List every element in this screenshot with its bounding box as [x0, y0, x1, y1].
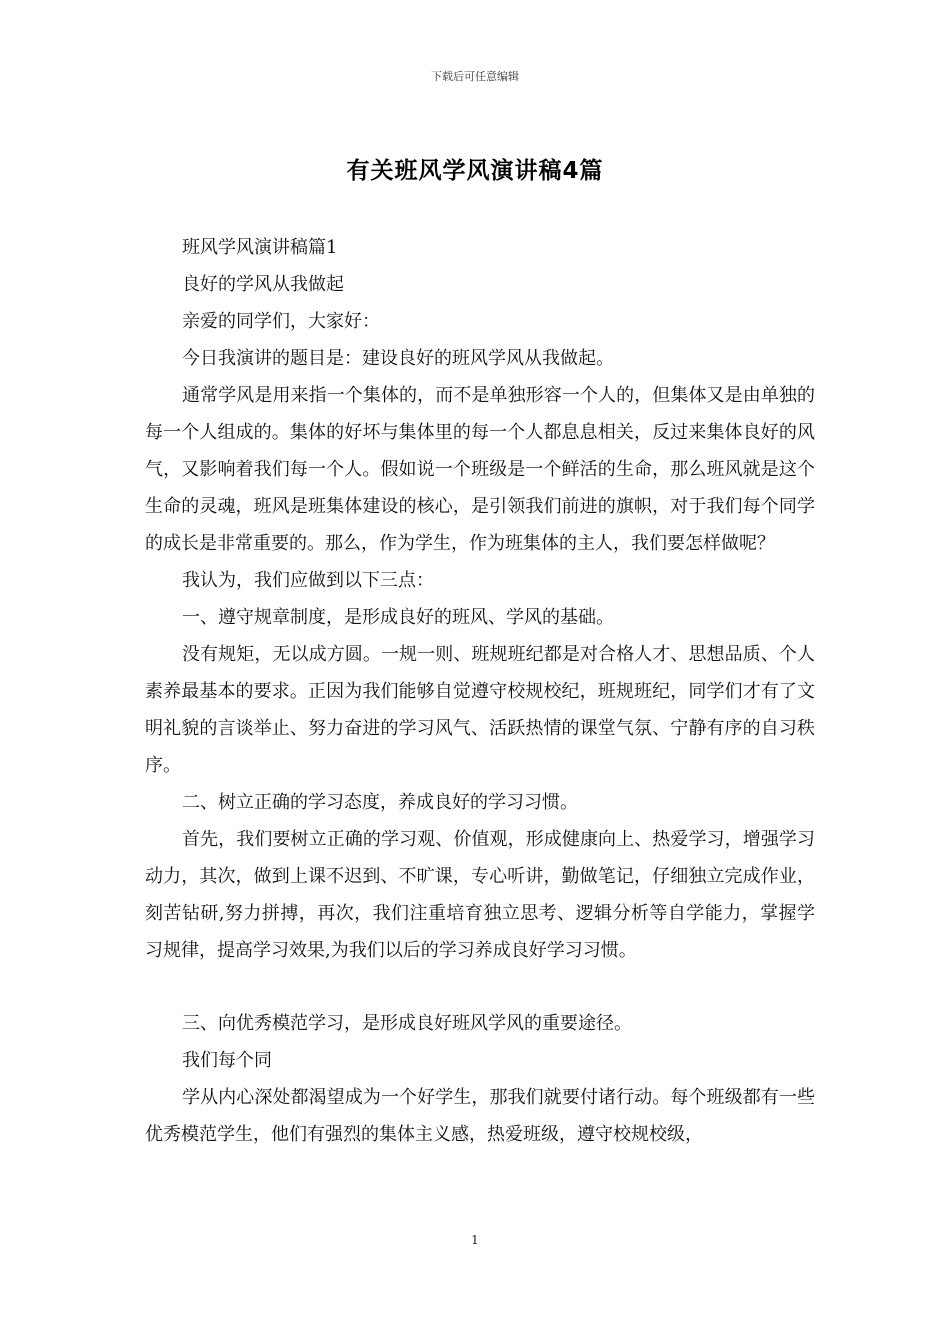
body-paragraph: 首先，我们要树立正确的学习观、价值观，形成健康向上、热爱学习，增强学习动力，其次，做到上课不迟到、不旷课，专心听讲，勤做笔记，仔细独立完成作业，刻苦钻研,努力拼搏，再次，我们注重培育独立思考、逻辑分析等自学能力，掌握学习规律，提高学习效果,为我们以后的学习养成良好学习习惯。 [145, 829, 815, 961]
body-paragraph: 今日我演讲的题目是：建设良好的班风学风从我做起。 [182, 348, 614, 369]
point-heading: 三、向优秀模范学习，是形成良好班风学风的重要途径。 [182, 1013, 632, 1034]
speech-title: 良好的学风从我做起 [182, 274, 344, 295]
paragraph-gap [145, 969, 815, 1005]
body-paragraph: 通常学风是用来指一个集体的，而不是单独形容一个人的，但集体又是由单独的每一个人组成的。集体的好坏与集体里的每一个人都息息相关，反过来集体良好的风气，又影响着我们每一个人。假如说一个班级是一个鲜活的生命，那么班风就是这个生命的灵魂，班风是班集体建设的核心，是引领我们前进的旗帜，对于我们每个同学的成长是非常重要的。那么，作为学生，作为班集体的主人，我们要怎样做呢？ [145, 385, 815, 554]
page-header-note: 下载后可任意编辑 [431, 70, 519, 83]
document-title: 有关班风学风演讲稿4篇 [346, 158, 604, 184]
point-heading: 二、树立正确的学习态度，养成良好的学习习惯。 [182, 792, 578, 813]
body-paragraph: 我们每个同 [182, 1050, 272, 1071]
document-body [145, 229, 815, 1153]
point-heading: 一、遵守规章制度，是形成良好的班风、学风的基础。 [182, 607, 614, 628]
section-heading: 班风学风演讲稿篇1 [182, 237, 338, 258]
greeting: 亲爱的同学们，大家好： [182, 311, 380, 332]
body-paragraph: 我认为，我们应做到以下三点： [182, 570, 434, 591]
page-number: 1 [471, 1233, 479, 1247]
body-paragraph: 没有规矩，无以成方圆。一规一则、班规班纪都是对合格人才、思想品质、个人素养最基本的要求。正因为我们能够自觉遵守校规校纪，班规班纪，同学们才有了文明礼貌的言谈举止、努力奋进的学习风气、活跃热情的课堂气氛、宁静有序的自习秩序。 [145, 644, 815, 776]
body-paragraph: 学从内心深处都渴望成为一个好学生，那我们就要付诸行动。每个班级都有一些优秀模范学生，他们有强烈的集体主义感，热爱班级，遵守校规校级， [145, 1087, 815, 1145]
